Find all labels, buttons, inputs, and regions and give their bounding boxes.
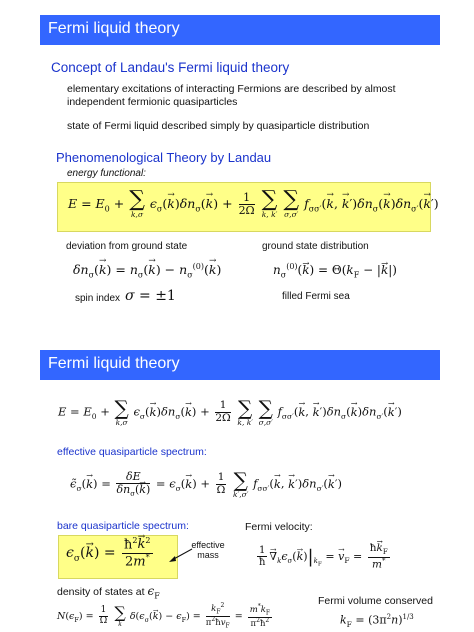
slide1-subheading: Phenomenological Theory by Landau bbox=[56, 150, 272, 165]
fermi-volume-label: Fermi volume conserved bbox=[318, 595, 433, 607]
dos-equation: $N(\epsilon_F)$ = $\frac{1}{\Omega}$ ∑ k $\delta(\epsilon_\sigma(\to k) - \epsilon_F)$ = $\frac{k_F^2}{\pi^2ħv_F}$ = $\frac{m^*k_F}{\pi^2ħ^2}$ bbox=[57, 603, 274, 630]
slide1-title-bar bbox=[40, 15, 440, 45]
spin-index-label: spin index bbox=[75, 293, 121, 304]
slide1-para1: elementary excitations of interacting Fermions are described by almost independent fermionic quasiparticles bbox=[67, 83, 396, 108]
deviation-equation: $\delta n_\sigma(\to k) = n_\sigma(\to k) - n_\sigma^{(0)}(\to k)$ bbox=[73, 262, 221, 280]
effective-mass-arrow bbox=[166, 545, 194, 565]
spin-index-equation: σ = ±1 bbox=[125, 288, 176, 304]
slide2-title-bar bbox=[40, 350, 440, 380]
deviation-label: deviation from ground state bbox=[66, 241, 188, 252]
filled-fermi-sea-label: filled Fermi sea bbox=[282, 291, 350, 302]
bare-spectrum-label: bare quasiparticle spectrum: bbox=[57, 520, 189, 532]
dos-label: density of states at $\epsilon_F$ bbox=[57, 584, 160, 601]
slide2-title: Fermi liquid theory bbox=[48, 355, 180, 372]
dos-label-text: density of states at bbox=[57, 586, 145, 598]
slide1-title: Fermi liquid theory bbox=[48, 20, 180, 37]
effective-mass-label: effective mass bbox=[191, 540, 225, 560]
slide1-para2: state of Fermi liquid described simply by quasiparticle distribution bbox=[67, 120, 370, 132]
ground-state-label: ground state distribution bbox=[262, 241, 369, 252]
effective-spectrum-equation: $\epsiloñ_\sigma(\to k)$ = $\frac{\delta E}{\delta n_\sigma(\to k)}$ = $\epsilon_\sigma(\to k)$ + $\frac{1}{\Omega}$ ∑ k′,σ′ $f_{\sigma\sigma'}(\to k$, → $k')\delta n_{\sigma'}(\to k')$ bbox=[70, 470, 342, 499]
bare-spectrum-equation: $\epsilon_\sigma(\to k)$ = $\frac{ħ^2\to k^2}{2m^*}$ bbox=[66, 537, 155, 569]
energy-functional-equation-2: $E = E_0$ + ∑ k,σ $\epsilon_\sigma(\to k)\delta n_\sigma(\to k)$ + $\frac{1}{2\Omega}$ ∑ k, k′ ∑ σ,σ′ $f_{\sigma\sigma'}(\to k$, → $k')\delta n_\sigma(\to k)\delta n_{\sigma'}(\to k')$ bbox=[58, 398, 402, 427]
slide1-heading: Concept of Landau's Fermi liquid theory bbox=[51, 60, 290, 75]
ground-state-equation: $n_\sigma^{(0)}(\to k) = \Theta(k_F$ − |→ k|) bbox=[273, 262, 397, 279]
fermi-velocity-label: Fermi velocity: bbox=[245, 521, 313, 533]
effective-spectrum-label: effective quasiparticle spectrum: bbox=[57, 446, 207, 458]
fermi-volume-equation: $k_F = (3\pi^2n)^{1/3}$ bbox=[340, 613, 414, 629]
fermi-velocity-equation: $\frac{1}{ħ}$ → $\nabla_k\epsilon_\sigma(\to k)|_{k_F}$ = → $v_F$ = $\frac{ħ\to k_F}{m^*}$ bbox=[255, 543, 392, 571]
energy-functional-label: energy functional: bbox=[67, 168, 146, 179]
energy-functional-equation: $E = E_0$ + ∑ k,σ $\epsilon_\sigma(\to k)\delta n_\sigma(\to k)$ + $\frac{1}{2\Omega}$ ∑ k, k′ ∑ σ,σ′ $f_{\sigma\sigma'}(\to k$, → $k')\delta n_\sigma(\to k)\delta n_{\sigma'}(\to k')$ bbox=[68, 190, 439, 219]
